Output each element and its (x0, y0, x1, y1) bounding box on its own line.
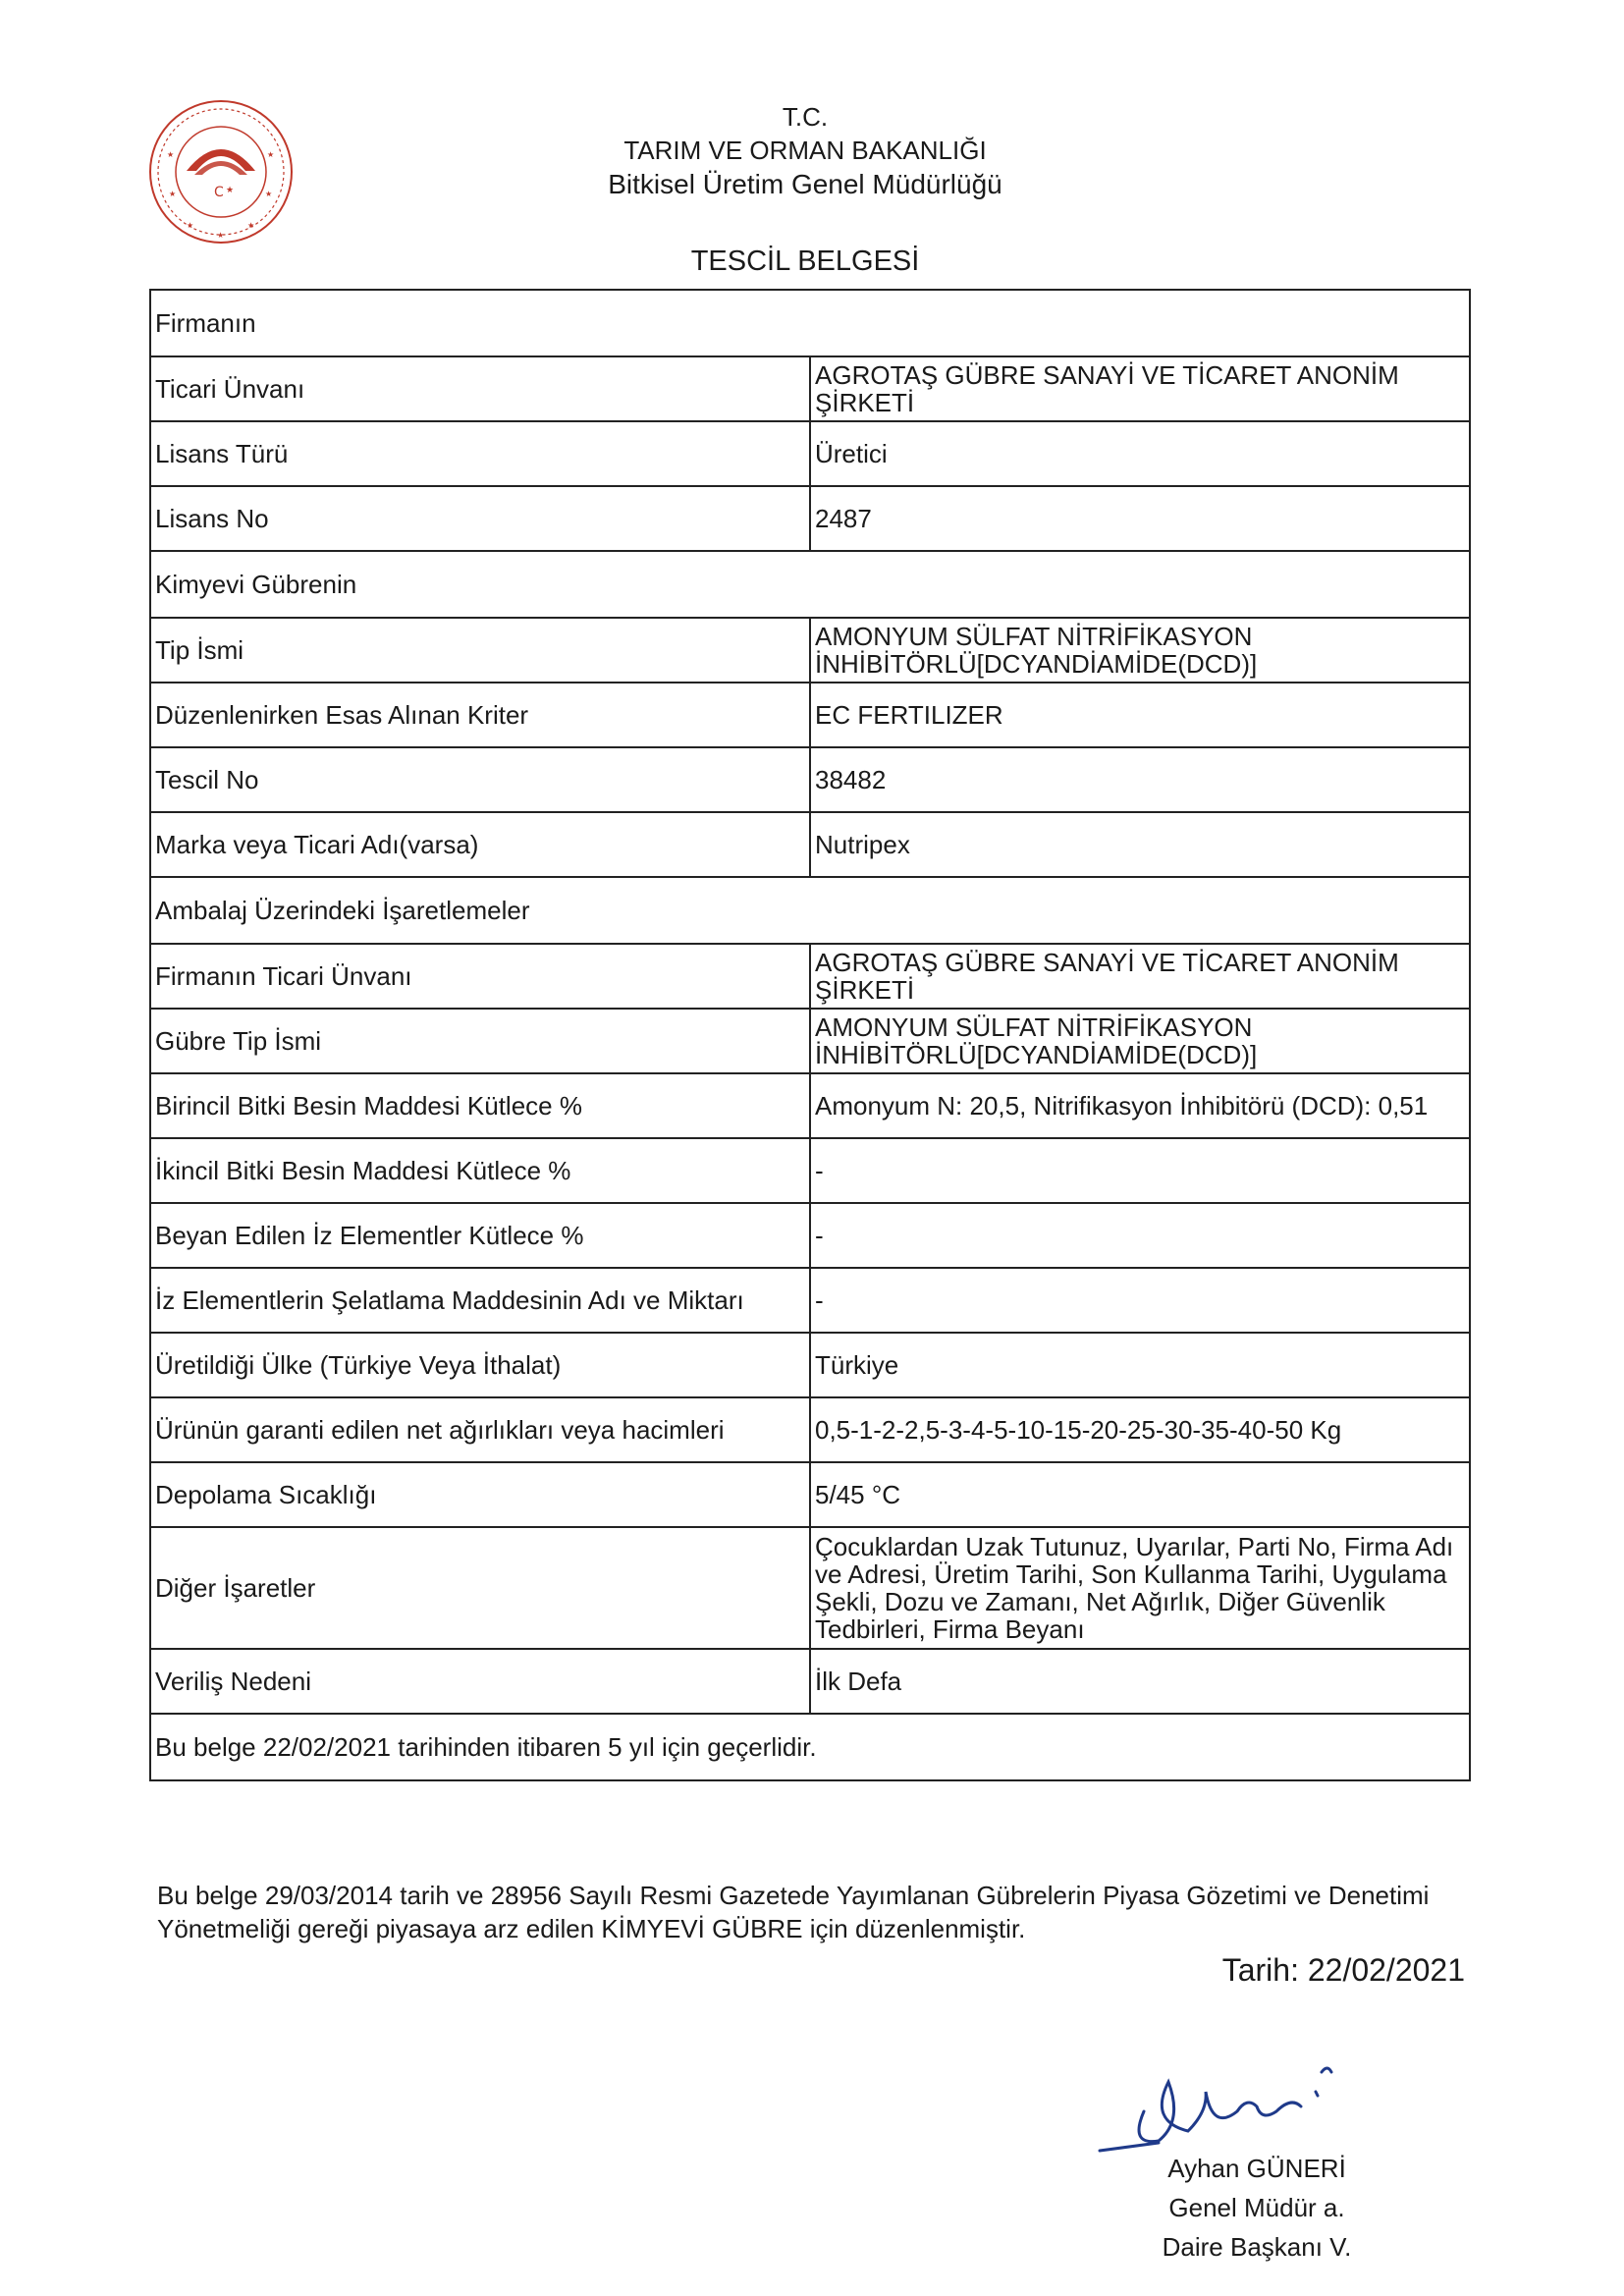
row-value: Üretici (810, 421, 1470, 486)
signer-name: Ayhan GÜNERİ (1167, 2154, 1346, 2183)
signer-title-2: Daire Başkanı V. (1162, 2232, 1352, 2262)
row-value: AGROTAŞ GÜBRE SANAYİ VE TİCARET ANONİM ŞİRKETİ (810, 944, 1470, 1009)
row-value: - (810, 1138, 1470, 1203)
svg-text:★: ★ (167, 150, 175, 159)
row-value: 0,5-1-2-2,5-3-4-5-10-15-20-25-30-35-40-50 Kg (810, 1397, 1470, 1462)
row-value: İlk Defa (810, 1649, 1470, 1714)
row-label: Beyan Edilen İz Elementler Kütlece % (150, 1203, 810, 1268)
row-value: EC FERTILIZER (810, 683, 1470, 747)
issue-date: Tarih: 22/02/2021 (1221, 1952, 1465, 1988)
header-line-tc: T.C. (782, 102, 829, 132)
svg-text:★: ★ (265, 190, 273, 198)
row-value: Amonyum N: 20,5, Nitrifikasyon İnhibitörü (DCD): 0,51 (810, 1073, 1470, 1138)
regulation-footnote: Bu belge 29/03/2014 tarih ve 28956 Sayılı Resmi Gazetede Yayımlanan Gübrelerin Piyasa Gözetimi ve Denetimi Yönetmeliği gereği piyasaya arz edilen KİMYEVİ GÜBRE için düzenlenmiştir. (157, 1881, 1430, 1943)
row-label: Tip İsmi (150, 618, 810, 683)
svg-text:★: ★ (217, 231, 225, 240)
header-line-ministry: TARIM VE ORMAN BAKANLIĞI (623, 136, 987, 165)
row-value: - (810, 1203, 1470, 1268)
row-value: Çocuklardan Uzak Tutunuz, Uyarılar, Parti No, Firma Adı ve Adresi, Üretim Tarihi, Son Kullanma Tarihi, Uygulama Şekli, Dozu ve Zamanı, Net Ağırlık, Diğer Güvenlik Tedbirleri, Firma Beyanı (810, 1527, 1470, 1649)
row-value: AMONYUM SÜLFAT NİTRİFİKASYON İNHİBİTÖRLÜ[DCYANDİAMİDE(DCD)] (810, 618, 1470, 683)
row-label: İkincil Bitki Besin Maddesi Kütlece % (150, 1138, 810, 1203)
header-line-directorate: Bitkisel Üretim Genel Müdürlüğü (608, 169, 1002, 199)
row-label: Düzenlenirken Esas Alınan Kriter (150, 683, 810, 747)
row-label: Gübre Tip İsmi (150, 1009, 810, 1073)
row-label: İz Elementlerin Şelatlama Maddesinin Adı ve Miktarı (150, 1268, 810, 1333)
svg-text:★: ★ (187, 221, 194, 230)
svg-text:★: ★ (169, 190, 177, 198)
row-value: 5/45 °C (810, 1462, 1470, 1527)
row-label: Birincil Bitki Besin Maddesi Kütlece % (150, 1073, 810, 1138)
row-label: Ticari Ünvanı (150, 356, 810, 421)
signer-title-1: Genel Müdür a. (1168, 2193, 1345, 2222)
row-label: Tescil No (150, 747, 810, 812)
row-label: Ürünün garanti edilen net ağırlıkları veya hacimleri (150, 1397, 810, 1462)
svg-text:★: ★ (267, 150, 275, 159)
document-title: TESCİL BELGESİ (690, 246, 920, 277)
row-label: Lisans No (150, 486, 810, 551)
row-label: Depolama Sıcaklığı (150, 1462, 810, 1527)
ministry-seal-logo (147, 98, 295, 246)
row-value: Nutripex (810, 812, 1470, 877)
section-fertilizer: Kimyevi Gübrenin (150, 551, 1470, 618)
row-label: Marka veya Ticari Adı(varsa) (150, 812, 810, 877)
row-label: Üretildiği Ülke (Türkiye Veya İthalat) (150, 1333, 810, 1397)
validity-note: Bu belge 22/02/2021 tarihinden itibaren 5 yıl için geçerlidir. (150, 1714, 1470, 1780)
registration-table (149, 289, 1471, 1781)
row-value: Türkiye (810, 1333, 1470, 1397)
svg-text:★: ★ (226, 186, 235, 195)
handwritten-signature (1090, 2052, 1404, 2160)
row-value: - (810, 1268, 1470, 1333)
signer-info (1129, 2149, 1384, 2267)
svg-text:C: C (214, 185, 224, 200)
row-value: 2487 (810, 486, 1470, 551)
section-packaging: Ambalaj Üzerindeki İşaretlemeler (150, 877, 1470, 944)
row-value: AMONYUM SÜLFAT NİTRİFİKASYON İNHİBİTÖRLÜ[DCYANDİAMİDE(DCD)] (810, 1009, 1470, 1073)
row-value: AGROTAŞ GÜBRE SANAYİ VE TİCARET ANONİM ŞİRKETİ (810, 356, 1470, 421)
row-label: Firmanın Ticari Ünvanı (150, 944, 810, 1009)
document-header (550, 100, 1060, 202)
row-label: Diğer İşaretler (150, 1527, 810, 1649)
row-value: 38482 (810, 747, 1470, 812)
row-label: Lisans Türü (150, 421, 810, 486)
section-firm: Firmanın (150, 290, 1470, 356)
svg-text:★: ★ (247, 221, 255, 230)
row-label: Veriliş Nedeni (150, 1649, 810, 1714)
